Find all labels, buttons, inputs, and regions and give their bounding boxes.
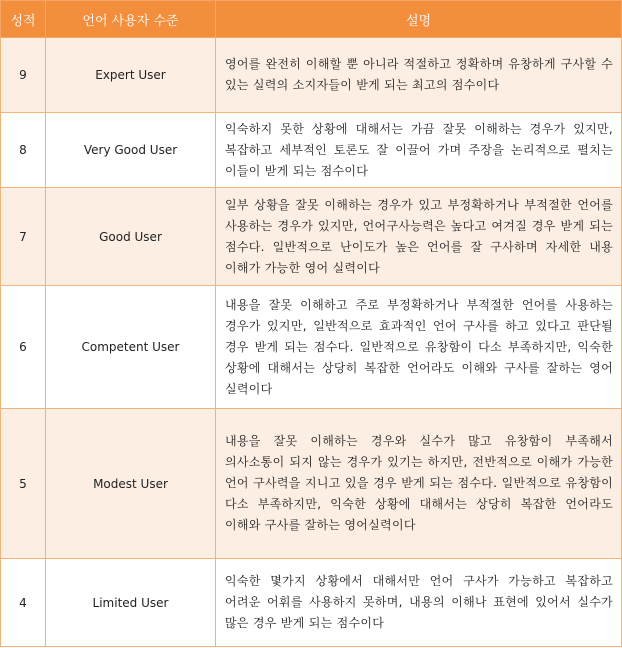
score-cell: 6: [1, 286, 46, 409]
description-cell: 일부 상황을 잘못 이해하는 경우가 있고 부정확하거나 부적절한 언어를 사용하는 경우가 있지만, 언어구사능력은 높다고 여겨질 경우 받게 되는 점수다. 일반적으로 난이도가 높은 언어를 잘 구사하며 자세한 내용 이해가 가능한 영어 실력이다: [216, 188, 622, 286]
header-row: [1, 1, 622, 38]
table-row: [1, 188, 622, 286]
score-cell: 4: [1, 559, 46, 647]
table-row: [1, 409, 622, 559]
level-cell: Limited User: [46, 559, 216, 647]
table-row: [1, 38, 622, 113]
description-cell: 내용을 잘못 이해하는 경우와 실수가 많고 유창함이 부족해서 의사소통이 되지 않는 경우가 있기는 하지만, 전반적으로 이해가 가능한 언어 구사력을 지니고 있을 경우 받게 되는 점수다. 일반적으로 유창함이 다소 부족하지만, 익숙한 상황에 대해서는 상당히 복잡한 언어라도 이해와 구사를 잘하는 영어실력이다: [216, 409, 622, 559]
description-cell: 내용을 잘못 이해하고 주로 부정확하거나 부적절한 언어를 사용하는 경우가 있지만, 일반적으로 효과적인 언어 구사를 하고 있다고 판단될 경우 받게 되는 점수다. 일반적으로 유창함이 다소 부족하지만, 익숙한 상황에 대해서는 상당히 복잡한 언어라도 이해와 구사를 잘하는 영어 실력이다: [216, 286, 622, 409]
description-cell: 익숙한 몇가지 상황에서 대해서만 언어 구사가 가능하고 복잡하고 어려운 어휘를 사용하지 못하며, 내용의 이해나 표현에 있어서 실수가 많은 경우 받게 되는 점수이다: [216, 559, 622, 647]
score-cell: 7: [1, 188, 46, 286]
table-row: [1, 113, 622, 188]
header-score: 성적: [1, 1, 46, 38]
level-cell: Good User: [46, 188, 216, 286]
level-cell: Competent User: [46, 286, 216, 409]
description-cell: 익숙하지 못한 상황에 대해서는 가끔 잘못 이해하는 경우가 있지만, 복잡하고 세부적인 토론도 잘 이끌어 가며 주장을 논리적으로 펼치는 이들이 받게 되는 점수이다: [216, 113, 622, 188]
description-cell: 영어를 완전히 이해할 뿐 아니라 적절하고 정확하며 유창하게 구사할 수 있는 실력의 소지자들이 받게 되는 최고의 점수이다: [216, 38, 622, 113]
header-level: 언어 사용자 수준: [46, 1, 216, 38]
score-cell: 8: [1, 113, 46, 188]
level-cell: Modest User: [46, 409, 216, 559]
level-cell: Very Good User: [46, 113, 216, 188]
score-cell: 5: [1, 409, 46, 559]
score-cell: 9: [1, 38, 46, 113]
header-description: 설명: [216, 1, 622, 38]
table-row: [1, 559, 622, 647]
level-cell: Expert User: [46, 38, 216, 113]
table-row: [1, 286, 622, 409]
